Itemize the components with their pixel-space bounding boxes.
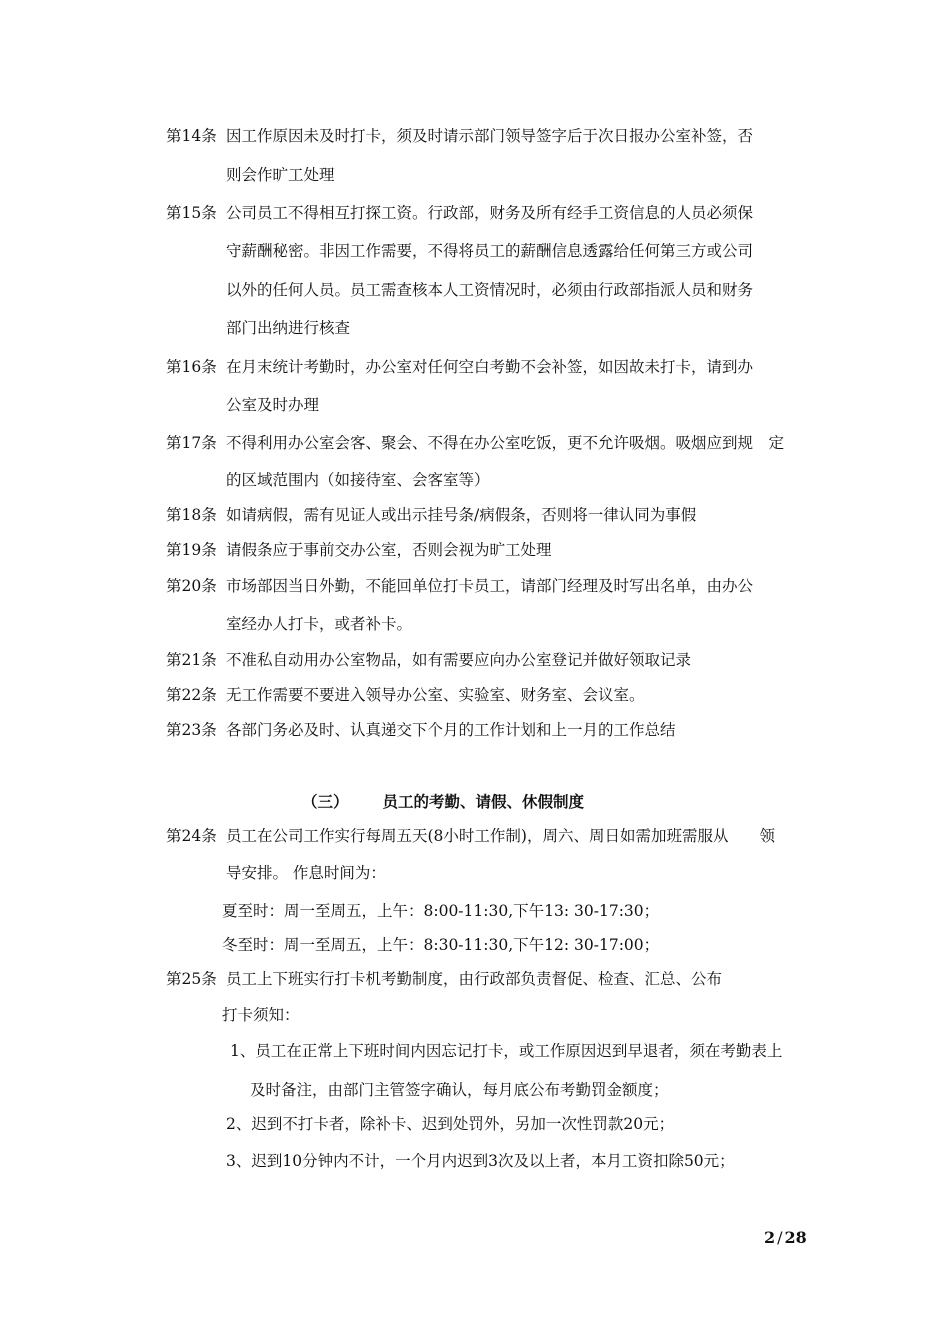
article-text: 员工上下班实行打卡机考勤制度，由行政部负责督促、检查、汇总、公布: [226, 970, 723, 988]
article-text: 因工作原因未及时打卡，须及时请示部门领导签字后于次日报办公室补签，否: [226, 127, 754, 145]
article-text: 市场部因当日外勤，不能回单位打卡员工，请部门经理及时写出名单，由办公: [226, 577, 754, 595]
article-number: 第19条: [166, 541, 217, 559]
article-text: 部门出纳进行核查: [226, 319, 351, 337]
notice-item-continued: 及时备注，由部门主管签字确认，每月底公布考勤罚金额度；: [250, 1081, 669, 1099]
notice-item: 1、员工在正常上下班时间内因忘记打卡，或工作原因迟到早退者，须在考勤表上: [230, 1042, 783, 1060]
article-number: 第21条: [166, 651, 217, 669]
article-number: 第25条: [166, 970, 217, 988]
article-text: 的区域范围内（如接待室、会客室等）: [226, 471, 490, 489]
article-text: 室经办人打卡，或者补卡。: [226, 615, 413, 633]
section-title: 员工的考勤、请假、休假制度: [382, 792, 585, 811]
article-text: 如请病假，需有见证人或出示挂号条/病假条，否则将一律认同为事假: [226, 506, 697, 524]
article-number: 第18条: [166, 506, 217, 524]
article-number: 第24条: [166, 827, 217, 845]
article-number: 第20条: [166, 577, 217, 595]
page-total: 28: [784, 1228, 807, 1247]
article-text: 无工作需要不要进入领导办公室、实验室、财务室、会议室。: [226, 686, 645, 704]
article-text: 公室及时办理: [226, 396, 320, 414]
section-index: （三）: [302, 792, 349, 811]
summer-schedule: 夏至时：周一至周五，上午：8:00-11:30,下午13: 30-17:30；: [222, 902, 660, 920]
article-text: 守薪酬秘密。非因工作需要，不得将员工的薪酬信息透露给任何第三方或公司: [226, 242, 754, 260]
article-text: 不得利用办公室会客、聚会、不得在办公室吃饭，更不允许吸烟。吸烟应到规 定: [226, 434, 785, 452]
page-current: 2: [764, 1228, 776, 1247]
article-number: 第23条: [166, 721, 217, 739]
article-number: 第14条: [166, 127, 217, 145]
article-text: 请假条应于事前交办公室，否则会视为旷工处理: [226, 541, 552, 559]
article-text: 导安排。 作息时间为：: [226, 864, 386, 882]
article-number: 第17条: [166, 434, 217, 452]
article-text: 在月末统计考勤时，办公室对任何空白考勤不会补签，如因故未打卡，请到办: [226, 358, 754, 376]
article-text: 各部门务必及时、认真递交下个月的工作计划和上一月的工作总结: [226, 721, 676, 739]
winter-schedule: 冬至时：周一至周五，上午：8:30-11:30,下午12: 30-17:00；: [222, 936, 660, 954]
article-number: 第15条: [166, 204, 217, 222]
article-text: 员工在公司工作实行每周五天(8小时工作制)，周六、周日如需加班需服从 领: [226, 827, 775, 845]
notice-item: 3、迟到10分钟内不计，一个月内迟到3次及以上者，本月工资扣除50元；: [226, 1152, 735, 1170]
article-text: 则会作旷工处理: [226, 166, 335, 184]
article-number: 第16条: [166, 358, 217, 376]
page-separator: /: [777, 1228, 783, 1247]
clock-in-notice-heading: 打卡须知：: [222, 1006, 300, 1024]
article-number: 第22条: [166, 686, 217, 704]
section-heading: [302, 790, 584, 812]
page-number: [764, 1228, 807, 1247]
article-text: 公司员工不得相互打探工资。行政部，财务及所有经手工资信息的人员必须保: [226, 204, 754, 222]
article-text: 以外的任何人员。员工需查核本人工资情况时，必须由行政部指派人员和财务: [226, 281, 754, 299]
notice-item: 2、迟到不打卡者，除补卡、迟到处罚外，另加一次性罚款20元；: [226, 1115, 675, 1133]
article-text: 不准私自动用办公室物品，如有需要应向办公室登记并做好领取记录: [226, 651, 692, 669]
